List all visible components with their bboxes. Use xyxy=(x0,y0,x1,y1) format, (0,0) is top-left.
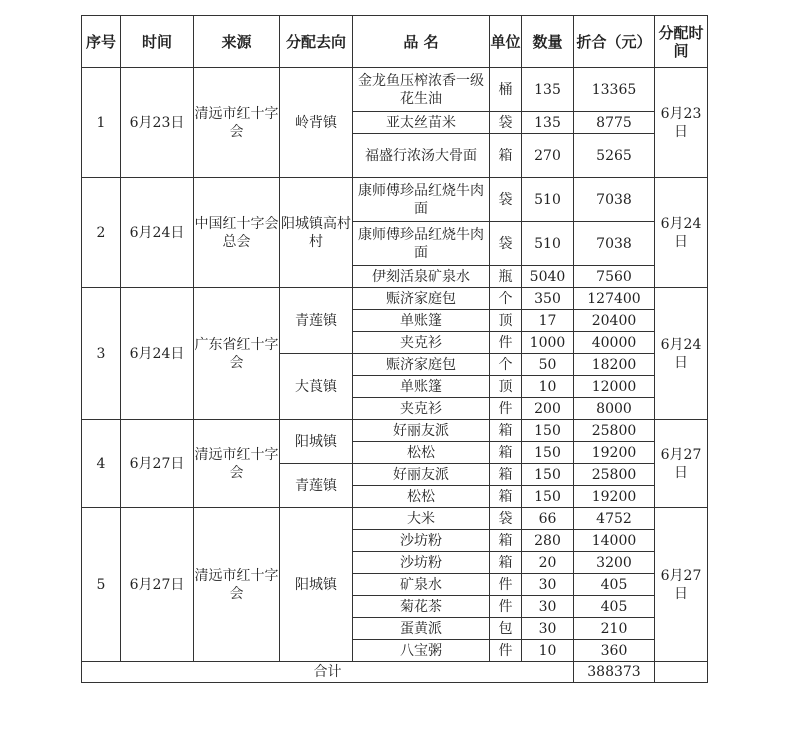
quantity-cell: 510 xyxy=(522,222,574,266)
item-name-cell: 亚太丝苗米 xyxy=(353,112,490,134)
item-name-cell: 松松 xyxy=(353,442,490,464)
total-value: 388373 xyxy=(574,662,655,683)
table-row xyxy=(82,508,708,530)
time-cell: 6月27日 xyxy=(121,420,194,508)
destination-cell: 阳城镇 xyxy=(280,508,353,662)
unit-cell: 箱 xyxy=(490,420,522,442)
unit-cell: 顶 xyxy=(490,310,522,332)
item-name-cell: 伊刻活泉矿泉水 xyxy=(353,266,490,288)
distribution-time-cell: 6月24日 xyxy=(655,178,708,288)
quantity-cell: 17 xyxy=(522,310,574,332)
unit-cell: 袋 xyxy=(490,112,522,134)
destination-cell: 大莨镇 xyxy=(280,354,353,420)
quantity-cell: 150 xyxy=(522,420,574,442)
item-name-cell: 单账篷 xyxy=(353,376,490,398)
item-name-cell: 矿泉水 xyxy=(353,574,490,596)
quantity-cell: 150 xyxy=(522,486,574,508)
header-quantity: 数量 xyxy=(522,16,574,68)
unit-cell: 瓶 xyxy=(490,266,522,288)
time-cell: 6月24日 xyxy=(121,288,194,420)
unit-cell: 个 xyxy=(490,288,522,310)
unit-cell: 袋 xyxy=(490,222,522,266)
item-name-cell: 康师傅珍品红烧牛肉面 xyxy=(353,222,490,266)
header-value: 折合（元） xyxy=(574,16,655,68)
unit-cell: 包 xyxy=(490,618,522,640)
distribution-time-cell: 6月27日 xyxy=(655,508,708,662)
source-cell: 中国红十字会总会 xyxy=(194,178,280,288)
unit-cell: 箱 xyxy=(490,530,522,552)
time-cell: 6月23日 xyxy=(121,68,194,178)
item-name-cell: 好丽友派 xyxy=(353,464,490,486)
quantity-cell: 66 xyxy=(522,508,574,530)
item-name-cell: 赈济家庭包 xyxy=(353,354,490,376)
header-time: 时间 xyxy=(121,16,194,68)
value-cell: 14000 xyxy=(574,530,655,552)
quantity-cell: 50 xyxy=(522,354,574,376)
header-item-name: 品 名 xyxy=(353,16,490,68)
header-row xyxy=(82,16,708,68)
destination-cell: 岭背镇 xyxy=(280,68,353,178)
item-name-cell: 好丽友派 xyxy=(353,420,490,442)
value-cell: 7560 xyxy=(574,266,655,288)
quantity-cell: 30 xyxy=(522,574,574,596)
quantity-cell: 150 xyxy=(522,442,574,464)
quantity-cell: 135 xyxy=(522,68,574,112)
quantity-cell: 135 xyxy=(522,112,574,134)
quantity-cell: 270 xyxy=(522,134,574,178)
item-name-cell: 松松 xyxy=(353,486,490,508)
unit-cell: 袋 xyxy=(490,508,522,530)
seq-cell: 1 xyxy=(82,68,121,178)
table-row xyxy=(82,420,708,442)
unit-cell: 箱 xyxy=(490,464,522,486)
total-label: 合计 xyxy=(82,662,574,683)
value-cell: 5265 xyxy=(574,134,655,178)
item-name-cell: 蛋黄派 xyxy=(353,618,490,640)
unit-cell: 件 xyxy=(490,640,522,662)
unit-cell: 件 xyxy=(490,398,522,420)
item-name-cell: 金龙鱼压榨浓香一级花生油 xyxy=(353,68,490,112)
unit-cell: 箱 xyxy=(490,442,522,464)
table-row xyxy=(82,178,708,222)
unit-cell: 桶 xyxy=(490,68,522,112)
seq-cell: 4 xyxy=(82,420,121,508)
header-source: 来源 xyxy=(194,16,280,68)
unit-cell: 件 xyxy=(490,596,522,618)
donation-distribution-table xyxy=(81,15,708,683)
unit-cell: 袋 xyxy=(490,178,522,222)
value-cell: 4752 xyxy=(574,508,655,530)
value-cell: 3200 xyxy=(574,552,655,574)
item-name-cell: 沙坊粉 xyxy=(353,552,490,574)
item-name-cell: 单账篷 xyxy=(353,310,490,332)
value-cell: 40000 xyxy=(574,332,655,354)
item-name-cell: 康师傅珍品红烧牛肉面 xyxy=(353,178,490,222)
value-cell: 25800 xyxy=(574,464,655,486)
value-cell: 8000 xyxy=(574,398,655,420)
value-cell: 19200 xyxy=(574,486,655,508)
item-name-cell: 夹克衫 xyxy=(353,398,490,420)
time-cell: 6月27日 xyxy=(121,508,194,662)
quantity-cell: 510 xyxy=(522,178,574,222)
quantity-cell: 280 xyxy=(522,530,574,552)
item-name-cell: 大米 xyxy=(353,508,490,530)
destination-cell: 阳城镇 xyxy=(280,420,353,464)
unit-cell: 件 xyxy=(490,332,522,354)
source-cell: 广东省红十字会 xyxy=(194,288,280,420)
header-destination: 分配去向 xyxy=(280,16,353,68)
seq-cell: 3 xyxy=(82,288,121,420)
quantity-cell: 30 xyxy=(522,618,574,640)
quantity-cell: 10 xyxy=(522,640,574,662)
total-empty-cell xyxy=(655,662,708,683)
total-row xyxy=(82,662,708,683)
destination-cell: 青莲镇 xyxy=(280,288,353,354)
value-cell: 19200 xyxy=(574,442,655,464)
value-cell: 25800 xyxy=(574,420,655,442)
destination-cell: 青莲镇 xyxy=(280,464,353,508)
item-name-cell: 菊花茶 xyxy=(353,596,490,618)
value-cell: 127400 xyxy=(574,288,655,310)
header-distribution-time: 分配时间 xyxy=(655,16,708,68)
quantity-cell: 10 xyxy=(522,376,574,398)
source-cell: 清远市红十字会 xyxy=(194,68,280,178)
value-cell: 405 xyxy=(574,596,655,618)
source-cell: 清远市红十字会 xyxy=(194,420,280,508)
value-cell: 360 xyxy=(574,640,655,662)
quantity-cell: 350 xyxy=(522,288,574,310)
unit-cell: 箱 xyxy=(490,486,522,508)
item-name-cell: 八宝粥 xyxy=(353,640,490,662)
value-cell: 210 xyxy=(574,618,655,640)
item-name-cell: 赈济家庭包 xyxy=(353,288,490,310)
quantity-cell: 20 xyxy=(522,552,574,574)
unit-cell: 箱 xyxy=(490,552,522,574)
unit-cell: 个 xyxy=(490,354,522,376)
unit-cell: 顶 xyxy=(490,376,522,398)
item-name-cell: 福盛行浓汤大骨面 xyxy=(353,134,490,178)
quantity-cell: 30 xyxy=(522,596,574,618)
value-cell: 18200 xyxy=(574,354,655,376)
distribution-time-cell: 6月24日 xyxy=(655,288,708,420)
value-cell: 405 xyxy=(574,574,655,596)
source-cell: 清远市红十字会 xyxy=(194,508,280,662)
quantity-cell: 150 xyxy=(522,464,574,486)
item-name-cell: 沙坊粉 xyxy=(353,530,490,552)
item-name-cell: 夹克衫 xyxy=(353,332,490,354)
value-cell: 8775 xyxy=(574,112,655,134)
distribution-time-cell: 6月27日 xyxy=(655,420,708,508)
value-cell: 7038 xyxy=(574,178,655,222)
header-seq: 序号 xyxy=(82,16,121,68)
distribution-time-cell: 6月23日 xyxy=(655,68,708,178)
quantity-cell: 5040 xyxy=(522,266,574,288)
quantity-cell: 200 xyxy=(522,398,574,420)
header-unit: 单位 xyxy=(490,16,522,68)
seq-cell: 5 xyxy=(82,508,121,662)
table-row xyxy=(82,288,708,310)
table-row xyxy=(82,68,708,112)
value-cell: 12000 xyxy=(574,376,655,398)
time-cell: 6月24日 xyxy=(121,178,194,288)
seq-cell: 2 xyxy=(82,178,121,288)
quantity-cell: 1000 xyxy=(522,332,574,354)
value-cell: 7038 xyxy=(574,222,655,266)
destination-cell: 阳城镇高村村 xyxy=(280,178,353,288)
unit-cell: 箱 xyxy=(490,134,522,178)
unit-cell: 件 xyxy=(490,574,522,596)
value-cell: 20400 xyxy=(574,310,655,332)
value-cell: 13365 xyxy=(574,68,655,112)
